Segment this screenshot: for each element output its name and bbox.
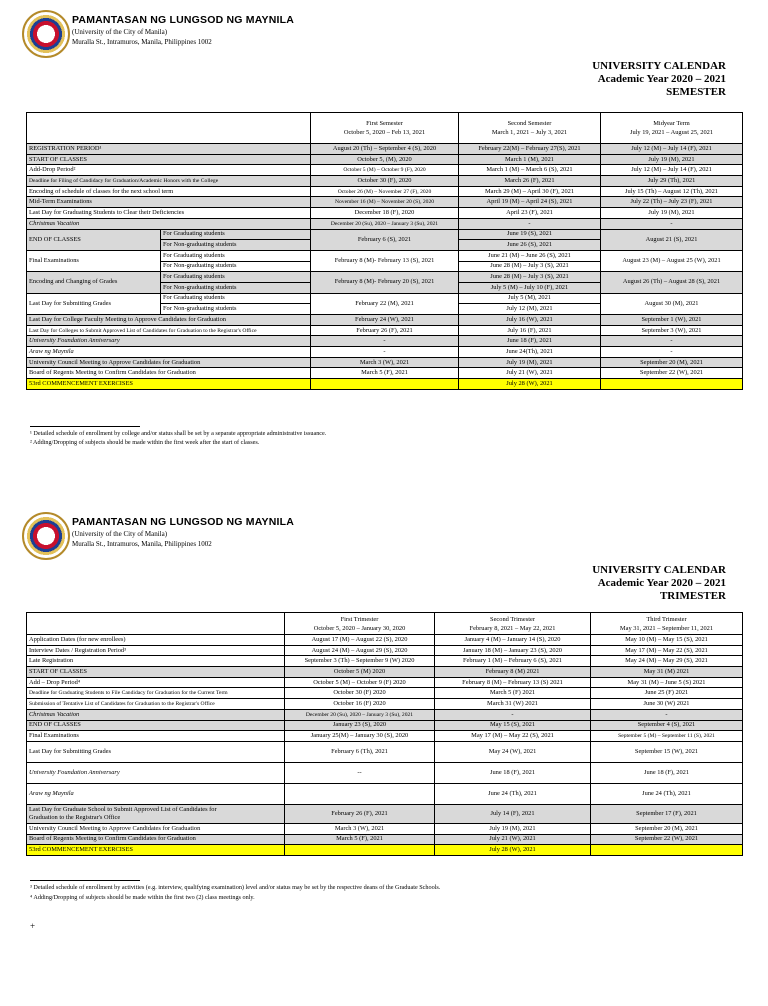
trimester-calendar-table [26, 612, 743, 856]
university-header [22, 512, 422, 562]
table-row: University Foundation Anniversary -- June 18 (F), 2021 June 18 (F), 2021 [27, 762, 743, 783]
table-row: University Foundation Anniversary - June 18 (F), 2021 - [27, 336, 743, 347]
column-first-trimester: First Trimester October 5, 2020 – January 30, 2020 [285, 613, 435, 635]
table-row: START OF CLASSES October 5, (M), 2020 March 1 (M), 2021 July 19 (M), 2021 [27, 154, 743, 165]
column-second-semester: Second Semester March 1, 2021 – July 3, 2021 [459, 113, 601, 144]
column-second-trimester: Second Trimester February 8, 2021 – May 22, 2021 [435, 613, 591, 635]
table-row: Final Examinations For Graduating students February 8 (M)- February 13 (S), 2021 June 21 (M) – June 26 (S), 2021 August 23 (M) – August 25 (W), 2021 [27, 250, 743, 261]
column-midyear-term: Midyear Term July 19, 2021 – August 25, 2021 [601, 113, 743, 144]
table-row: END OF CLASSES For Graduating students February 6 (S), 2021 June 19 (S), 2021 August 21 (S), 2021 [27, 229, 743, 240]
table-row: For Non-graduating students June 28 (M) – July 3 (S), 2021 [27, 261, 743, 272]
table-row: Board of Regents Meeting to Confirm Candidates for Graduation March 5 (F), 2021 July 21 (W), 2021 September 22 (W), 2021 [27, 834, 743, 845]
table-row: Last Day for Graduating Students to Clear their Deficiencies December 18 (F), 2020 April 23 (F), 2021 July 19 (M), 2021 [27, 208, 743, 219]
table-row: Board of Regents Meeting to Confirm Candidates for Graduation March 5 (F), 2021 July 21 (W), 2021 September 22 (W), 2021 [27, 368, 743, 379]
university-subtitle: (University of the City of Manila) [72, 530, 168, 538]
table-row: Application Dates (for new enrollees) August 17 (M) – August 22 (S), 2020 January 4 (M) – January 14 (S), 2020 May 10 (M) – May 15 (S), 2021 [27, 635, 743, 646]
table-row: Deadline for Filing of Candidacy for Graduation/Academic Honors with the College October 30 (F), 2020 March 26 (F), 2021 July 29 (Th), 2021 [27, 176, 743, 187]
table-row: Encoding of schedule of classes for the next school term October 26 (M) – November 27 (F), 2020 March 29 (M) – April 30 (F), 2021 July 15 (Th) – August 12 (Th), 2021 [27, 186, 743, 197]
table-row: Add – Drop Period⁴ October 5 (M) – October 9 (F) 2020 February 8 (M) – February 13 (S) 2021 May 31 (M) – June 5 (S) 2021 [27, 677, 743, 688]
table-row: Araw ng Maynila - June 24(Th), 2021 - [27, 347, 743, 358]
university-address: Muralla St., Intramuros, Manila, Philippines 1002 [72, 38, 212, 46]
semester-calendar-heading: UNIVERSITY CALENDAR Academic Year 2020 – 2021 SEMESTER [592, 60, 726, 98]
trimester-calendar-heading: UNIVERSITY CALENDAR Academic Year 2020 – 2021 TRIMESTER [592, 564, 726, 602]
table-row: Christmas Vacation December 20 (Su), 2020 – January 3 (Su), 2021 - - [27, 709, 743, 720]
semester-footnote-1: ¹ Detailed schedule of enrollment by college and/or status shall be set by a separate appropriate administrative issuance. [30, 430, 327, 437]
university-header [22, 10, 422, 60]
table-row: END OF CLASSES January 23 (S), 2020 May 15 (S), 2021 September 4 (S), 2021 [27, 720, 743, 731]
table-row: Christmas Vacation December 20 (Su), 2020 – January 3 (Su), 2021 - - [27, 218, 743, 229]
table-row: REGISTRATION PERIOD¹ August 20 (Th) – September 4 (S), 2020 February 22(M) – February 27(S), 2021 July 12 (M) – July 14 (F), 2021 [27, 144, 743, 155]
table-row: Araw ng Maynila June 24 (Th), 2021 June 24 (Th), 2021 [27, 783, 743, 804]
university-subtitle: (University of the City of Manila) [72, 28, 168, 36]
table-row: Late Registration September 3 (Th) – September 9 (W) 2020 February 1 (M) – February 6 (S), 2021 May 24 (M) – May 29 (S), 2021 [27, 656, 743, 667]
column-first-semester: First Semester October 5, 2020 – Feb 13, 2021 [311, 113, 459, 144]
university-name: PAMANTASAN NG LUNGSOD NG MAYNILA [72, 14, 295, 26]
semester-calendar-table [26, 112, 743, 390]
table-row: START OF CLASSES October 5 (M) 2020 February 8 (M) 2021 May 31 (M) 2021 [27, 667, 743, 678]
commencement-row: 53rd COMMENCEMENT EXERCISES July 28 (W), 2021 [27, 845, 743, 856]
footnote-divider [30, 426, 140, 427]
semester-footnote-2: ² Adding/Dropping of subjects should be made within the first week after the start of classes. [30, 439, 260, 446]
table-row: Last Day for Submitting Grades For Graduating students February 22 (M), 2021 July 5 (M), 2021 August 30 (M), 2021 [27, 293, 743, 304]
university-address: Muralla St., Intramuros, Manila, Philippines 1002 [72, 540, 212, 548]
table-row: Mid-Term Examinations November 16 (M) – November 20 (S), 2020 April 19 (M) – April 24 (S), 2021 July 22 (Th) – July 23 (F), 2021 [27, 197, 743, 208]
table-row: University Council Meeting to Approve Candidates for Graduation March 3 (W), 2021 July 19 (M), 2021 September 20 (M), 2021 [27, 357, 743, 368]
trimester-footnote-3: ³ Detailed schedule of enrollment by activities (e.g. interview, qualifying examination) level and/or status may be set by the respective deans of the Graduate Schools. [30, 884, 441, 891]
table-row: For Non-graduating students July 12 (M), 2021 [27, 304, 743, 315]
table-row: Last Day for Graduate School to Submit Approved List of Candidates for Graduation to the Registrar's Office February 26 (F), 2021 July 14 (F), 2021 September 17 (F), 2021 [27, 804, 743, 823]
university-name: PAMANTASAN NG LUNGSOD NG MAYNILA [72, 516, 295, 528]
table-row: Submission of Tentative List of Candidates for Graduation to the Registrar's Office October 16 (F) 2020 March 31 (W) 2021 June 30 (W) 2021 [27, 699, 743, 710]
table-row: Deadline for Graduating Students to File Candidacy for Graduation for the Current Term October 30 (F) 2020 March 5 (F) 2021 June 25 (F) 2021 [27, 688, 743, 699]
column-third-trimester: Third Trimester May 31, 2021 – September 11, 2021 [591, 613, 743, 635]
table-row: Interview Dates / Registration Period³ August 24 (M) – August 29 (S), 2020 January 18 (M) – January 23 (S), 2020 May 17 (M) – May 22 (S), 2021 [27, 645, 743, 656]
table-row: Last Day for Submitting Grades February 6 (Th), 2021 May 24 (W), 2021 September 15 (W), 2021 [27, 741, 743, 762]
table-row: Encoding and Changing of Grades For Graduating students February 8 (M)- February 20 (S), 2021 June 28 (M) – July 3 (S), 2021 August 26 (Th) – August 28 (S), 2021 [27, 272, 743, 283]
table-row: Last Day for College Faculty Meeting to Approve Candidates for Graduation February 24 (W), 2021 July 16 (W), 2021 September 1 (W), 2021 [27, 315, 743, 326]
table-row: University Council Meeting to Approve Candidates for Graduation March 3 (W), 2021 July 19 (M), 2021 September 20 (M), 2021 [27, 823, 743, 834]
commencement-row: 53rd COMMENCEMENT EXERCISES July 28 (W), 2021 [27, 379, 743, 390]
table-row: For Non-graduating students June 26 (S), 2021 [27, 240, 743, 251]
university-seal-icon [22, 512, 70, 560]
university-seal-icon [22, 10, 70, 58]
table-row: Final Examinations January 25(M) – January 30 (S), 2020 May 17 (M) – May 22 (S), 2021 September 5 (M) – September 11 (S), 2021 [27, 731, 743, 742]
table-row: Last Day for Colleges to Submit Approved List of Candidates for Graduation to the Registrar's Office February 26 (F), 2021 July 16 (F), 2021 September 3 (W), 2021 [27, 325, 743, 336]
trimester-footnote-4: ⁴ Adding/Dropping of subjects should be made within the first two (2) class meetings only. [30, 894, 255, 901]
bottom-mark: + [30, 921, 36, 931]
table-row: For Non-graduating students July 5 (M) – July 10 (F), 2021 [27, 282, 743, 293]
table-row: Add-Drop Period² October 5 (M) – October 9 (F), 2020 March 1 (M) – March 6 (S), 2021 July 12 (M) – July 14 (F), 2021 [27, 165, 743, 176]
footnote-divider [30, 880, 140, 881]
